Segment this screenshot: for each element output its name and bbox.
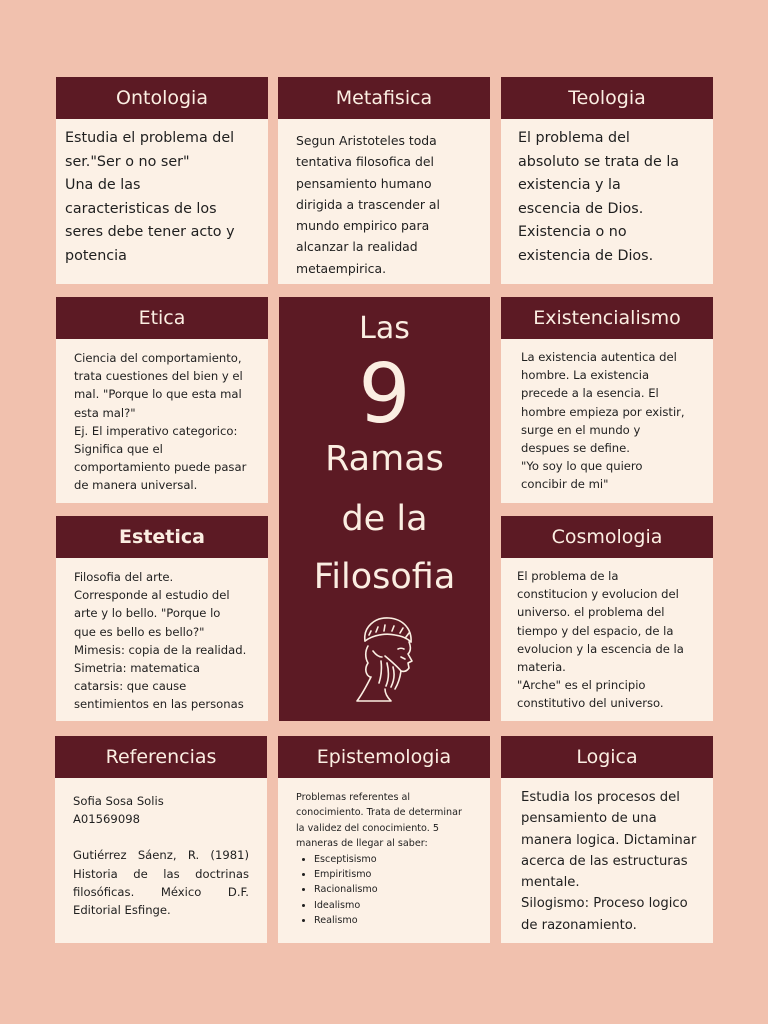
card-title: Referencias — [55, 736, 267, 778]
list-item: • Racionalismo — [314, 882, 480, 897]
text-line: mundo empirico para — [296, 218, 430, 234]
text-line: de manera universal. — [74, 478, 198, 493]
text-line: existencia y la — [518, 177, 621, 193]
text-line: seres debe tener acto y — [65, 224, 235, 240]
center-title-las: Las — [359, 311, 410, 346]
text-line: Ciencia del comportamiento, — [74, 351, 242, 365]
text-line: constitucion y evolucion del — [517, 587, 679, 602]
card-ontologia — [56, 77, 268, 284]
text-line: maneras de llegar al saber: — [296, 838, 428, 850]
card-referencias — [55, 736, 267, 943]
card-title: Ontologia — [56, 77, 268, 119]
card-title: Metafisica — [278, 77, 490, 119]
card-title: Teologia — [501, 77, 713, 119]
card-metafisica — [278, 77, 490, 284]
philosopher-bust-icon — [351, 611, 421, 707]
center-title-line: Filosofia — [313, 557, 456, 597]
center-title-line: Ramas — [325, 439, 444, 479]
text-line: Corresponde al estudio del — [74, 588, 230, 603]
methods-list — [296, 852, 480, 929]
card-title: Estetica — [56, 516, 268, 558]
card-body — [55, 778, 267, 943]
text-line: catarsis: que cause — [74, 679, 187, 694]
text-line: materia. — [517, 660, 566, 675]
text-line: El problema de la — [517, 569, 619, 583]
text-line: precede a la esencia. El — [521, 386, 659, 401]
text-line: comportamiento puede pasar — [74, 460, 247, 475]
text-line: surge en el mundo y — [521, 422, 641, 437]
card-epistemologia — [278, 736, 490, 943]
card-title: Cosmologia — [501, 516, 713, 558]
text-line: metaempirica. — [296, 260, 387, 276]
text-line: pensamiento humano — [296, 175, 432, 191]
text-line: tiempo y del espacio, de la — [517, 623, 674, 638]
card-body — [278, 119, 490, 284]
text-line: Estudia el problema del — [65, 130, 235, 146]
text-line: despues se define. — [521, 441, 630, 456]
text-line: manera logica. Dictaminar — [521, 832, 697, 848]
text-line: que es bello es bello?" — [74, 624, 205, 639]
text-line: la validez del conocimiento. 5 — [296, 822, 439, 834]
card-body — [501, 119, 713, 284]
center-title-line: de la — [341, 499, 428, 539]
text-line: esta mal?" — [74, 405, 136, 420]
text-line: de razonamiento. — [521, 917, 637, 933]
card-body — [501, 339, 713, 503]
text-line: Ej. El imperativo categorico: — [74, 423, 238, 438]
text-line: existencia de Dios. — [518, 247, 654, 264]
text-line: absoluto se trata de la — [518, 153, 680, 170]
card-teologia — [501, 77, 713, 284]
text-line: ser."Ser o no ser" — [65, 153, 190, 170]
text-line: "Arche" es el principio — [517, 678, 646, 693]
reference-id: A01569098 — [73, 812, 140, 827]
card-body — [278, 778, 490, 943]
text-line: potencia — [65, 247, 127, 264]
center-title-panel — [279, 297, 490, 721]
card-title: Epistemologia — [278, 736, 490, 778]
reference-citation: Gutiérrez Sáenz, R. (1981) Historia de las doctrinas filosóficas. México D.F. Editorial Esfinge. — [73, 848, 249, 918]
card-title: Etica — [56, 297, 268, 339]
card-cosmologia — [501, 516, 713, 721]
card-existencialismo — [501, 297, 713, 503]
text-line: constitutivo del universo. — [517, 696, 664, 711]
text-line: mentale. — [521, 875, 580, 891]
text-line: La existencia autentica del — [521, 350, 677, 364]
text-line: Problemas referentes al — [296, 792, 411, 803]
text-line: mal. "Porque lo que esta mal — [74, 387, 242, 402]
text-line: Mimesis: copia de la realidad. — [74, 642, 247, 657]
text-line: acerca de las estructuras — [521, 853, 688, 869]
text-line: concibir de mi" — [521, 477, 609, 492]
list-item: • Idealismo — [314, 898, 480, 913]
text-line: Existencia o no — [518, 224, 627, 240]
card-title: Existencialismo — [501, 297, 713, 339]
card-body — [56, 119, 268, 284]
card-body — [501, 778, 713, 943]
center-title-number: 9 — [358, 347, 411, 442]
text-line: Silogismo: Proceso logico — [521, 896, 688, 912]
text-line: tentativa filosofica del — [296, 154, 434, 170]
text-line: "Yo soy lo que quiero — [521, 459, 643, 474]
text-line: Una de las — [65, 177, 141, 193]
text-line: trata cuestiones del bien y el — [74, 369, 243, 384]
text-line: El problema del — [518, 130, 630, 146]
text-line: Segun Aristoteles toda — [296, 133, 437, 148]
text-line: conocimiento. Trata de determinar — [296, 807, 462, 819]
text-line: caracteristicas de los — [65, 200, 217, 217]
text-line: alcanzar la realidad — [296, 239, 418, 255]
card-estetica — [56, 516, 268, 721]
text-line: Significa que el — [74, 442, 163, 457]
card-title: Logica — [501, 736, 713, 778]
card-body — [56, 558, 268, 721]
list-item: • Esceptisismo — [314, 852, 480, 867]
text-line: pensamiento de una — [521, 811, 657, 827]
text-line: escencia de Dios. — [518, 200, 644, 217]
text-line: universo. el problema del — [517, 605, 665, 620]
reference-author: Sofia Sosa Solis — [73, 794, 164, 808]
card-body — [56, 339, 268, 503]
text-line: arte y lo bello. "Porque lo — [74, 606, 221, 621]
text-line: sentimientos en las personas — [74, 697, 244, 712]
text-line: Estudia los procesos del — [521, 790, 680, 805]
card-etica — [56, 297, 268, 503]
text-line: hombre. La existencia — [521, 368, 650, 383]
text-line: Filosofia del arte. — [74, 570, 174, 584]
card-body — [501, 558, 713, 721]
text-line: dirigida a trascender al — [296, 196, 440, 212]
text-line: evolucion y la escencia de la — [517, 641, 684, 656]
text-line: hombre empieza por existir, — [521, 404, 685, 419]
text-line: Simetria: matematica — [74, 661, 200, 676]
list-item: • Realismo — [314, 913, 480, 928]
card-logica — [501, 736, 713, 943]
list-item: • Empiritismo — [314, 867, 480, 882]
